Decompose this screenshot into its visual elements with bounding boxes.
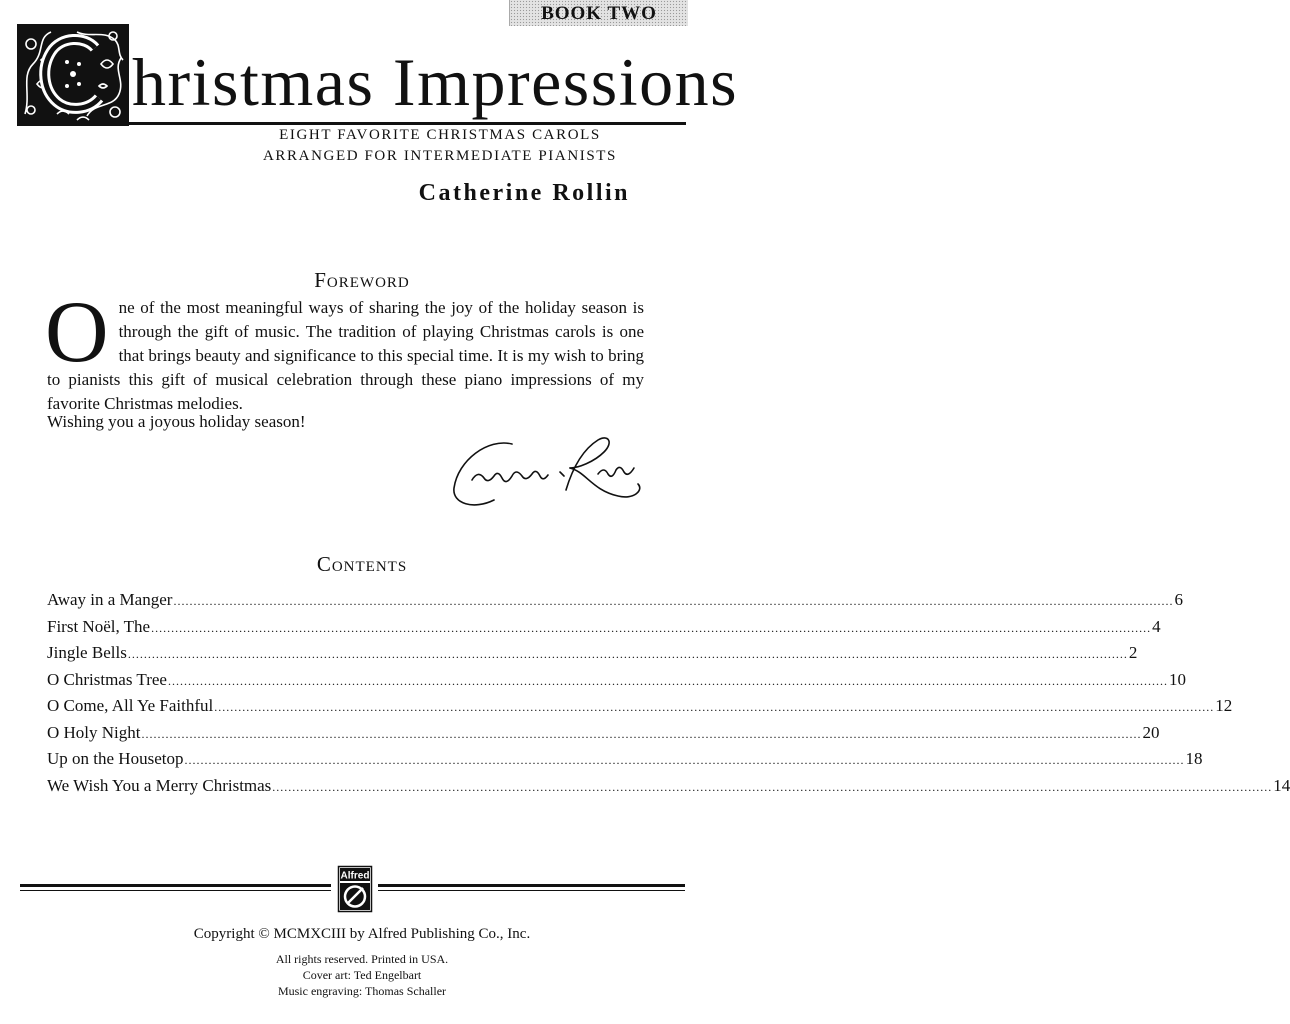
toc-page: 12 [1215, 696, 1233, 715]
footer-rule [20, 884, 331, 887]
foreword-text: ne of the most meaningful ways of sharing the joy of the holiday season is through the gift of music. The tradition of playing Christmas carols is one that brings beauty and significance to this special time. It is my wish to bring to pianists this gift of musical celebration through these piano impressions of my favorite Christmas melodies. [47, 298, 644, 413]
footer-rule [378, 890, 685, 891]
toc-page: 18 [1185, 749, 1203, 768]
ornamental-initial [17, 24, 129, 126]
author-name: Catherine Rollin [418, 180, 630, 206]
toc-leader: .......................................................................................................................................................................................................................................................... [167, 673, 1168, 688]
logo-text: Alfred [340, 870, 370, 882]
cover-art-credit: Cover art: Ted Engelbart [302, 968, 422, 982]
toc-title: Away in a Manger [47, 590, 173, 609]
footer-rule [378, 884, 685, 887]
foreword-heading: Foreword [314, 268, 410, 292]
drop-cap: O [45, 284, 109, 381]
toc-title: Jingle Bells [47, 643, 127, 662]
toc-title: Up on the Housetop [47, 749, 184, 768]
list-item [47, 775, 1290, 803]
toc-page: 14 [1273, 775, 1290, 795]
publisher-logo [338, 866, 372, 912]
foreword-closing: Wishing you a joyous holiday season! [47, 412, 306, 431]
list-item [47, 669, 1186, 697]
toc-page: 20 [1142, 722, 1160, 742]
toc-leader: .......................................................................................................................................................................................................................................................... [173, 594, 1174, 608]
alfred-logo-icon [338, 866, 372, 912]
toc-leader: .......................................................................................................................................................................................................................................................... [214, 700, 1215, 714]
footer-rule [20, 890, 331, 891]
list-item [47, 749, 1203, 776]
toc-leader: .......................................................................................................................................................................................................................................................... [184, 753, 1185, 767]
list-item [47, 590, 1183, 617]
table-of-contents [47, 590, 1290, 802]
signature-icon [448, 430, 648, 520]
toc-page: 6 [1174, 590, 1183, 609]
toc-page: 10 [1168, 669, 1186, 689]
toc-page: 2 [1128, 643, 1138, 662]
page-title: hristmas Impressions [132, 44, 739, 120]
toc-title: First Noël, The [47, 616, 151, 636]
toc-leader: .......................................................................................................................................................................................................................................................... [272, 779, 1273, 794]
toc-title: O Christmas Tree [47, 669, 167, 689]
engraving-credit: Music engraving: Thomas Schaller [277, 984, 447, 998]
subtitle-line-2: ARRANGED FOR INTERMEDIATE PIANISTS [263, 148, 617, 164]
toc-title: O Come, All Ye Faithful [47, 696, 214, 715]
subtitle-line-1: EIGHT FAVORITE CHRISTMAS CAROLS [279, 127, 601, 143]
list-item [47, 616, 1161, 644]
toc-leader: .......................................................................................................................................................................................................................................................... [151, 620, 1152, 635]
rights-notice: All rights reserved. Printed in USA. [275, 952, 449, 966]
book-label-badge [509, 0, 688, 26]
list-item [47, 722, 1160, 750]
contents-heading: Contents [316, 552, 408, 576]
title-underline [128, 122, 686, 125]
toc-title: We Wish You a Merry Christmas [47, 775, 272, 795]
floral-ornament-icon [17, 24, 129, 126]
book-label: BOOK TWO [541, 3, 657, 24]
list-item [47, 696, 1233, 723]
author-signature [448, 430, 648, 525]
toc-page: 4 [1152, 616, 1161, 636]
toc-leader: .......................................................................................................................................................................................................................................................... [127, 647, 1128, 661]
copyright-notice: Copyright © MCMXCIII by Alfred Publishing Co., Inc. [193, 926, 531, 942]
list-item [47, 643, 1138, 670]
toc-title: O Holy Night [47, 722, 141, 742]
foreword-body [45, 284, 644, 416]
toc-leader: .......................................................................................................................................................................................................................................................... [141, 726, 1142, 741]
